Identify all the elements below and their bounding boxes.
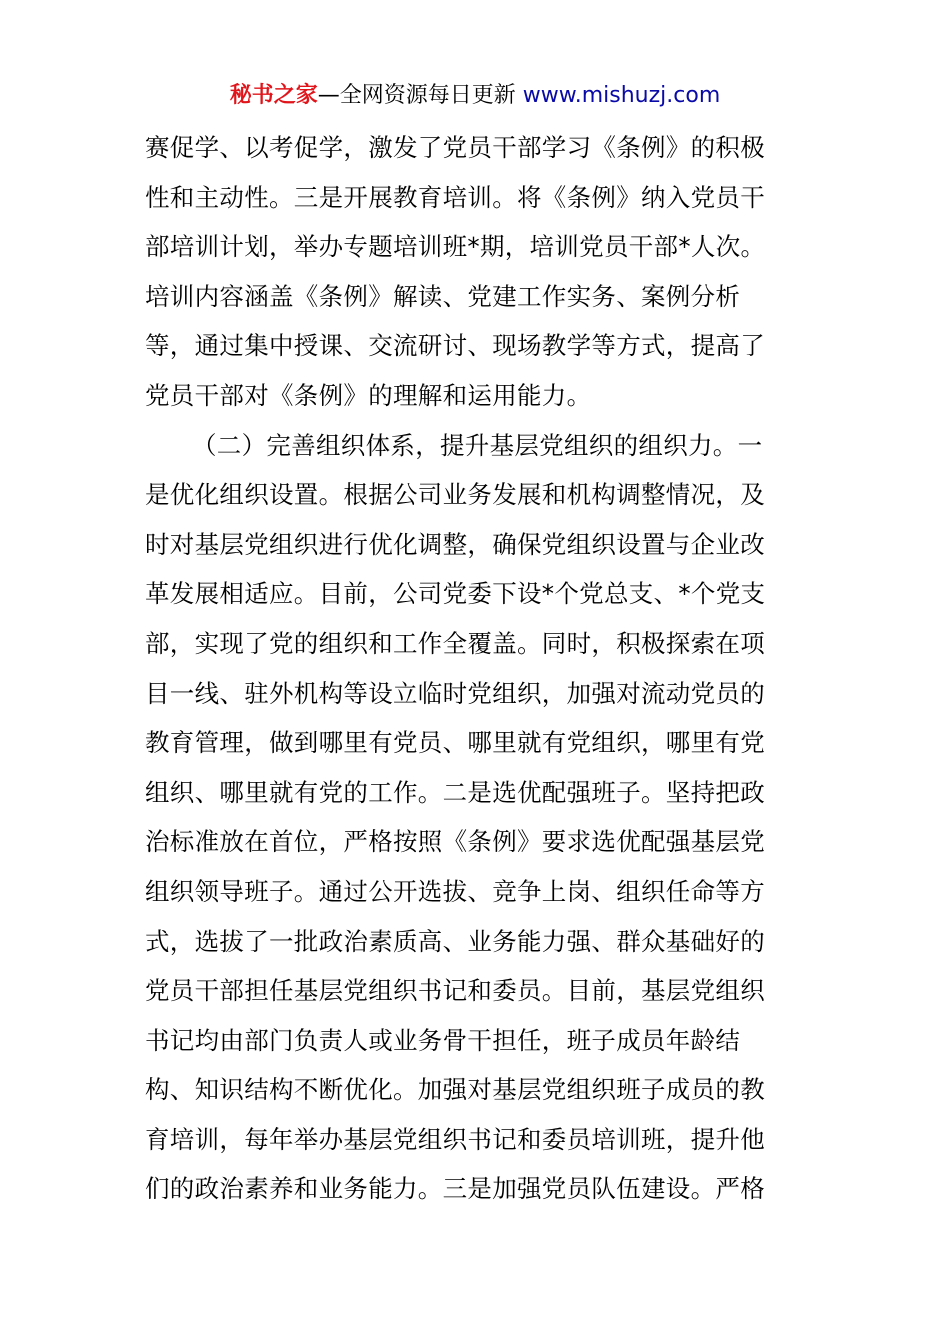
text-line: 性和主动性。三是开展教育培训。将《条例》纳入党员干 [145, 182, 765, 212]
text-line: 革发展相适应。目前，公司党委下设*个党总支、*个党支 [145, 579, 766, 609]
site-url-link[interactable]: www.mishuzj.com [522, 83, 721, 108]
text-line: 部，实现了党的组织和工作全覆盖。同时，积极探索在项 [145, 628, 765, 658]
text-line: 党员干部担任基层党组织书记和委员。目前，基层党组织 [145, 976, 765, 1006]
text-line: 治标准放在首位，严格按照《条例》要求选优配强基层党 [145, 827, 765, 857]
text-line: 书记均由部门负责人或业务骨干担任，班子成员年龄结 [145, 1025, 741, 1055]
site-slogan: —全网资源每日更新 [317, 83, 516, 108]
text-line: 培训内容涵盖《条例》解读、党建工作实务、案例分析 [145, 281, 741, 311]
text-line: 育培训，每年举办基层党组织书记和委员培训班，提升他 [145, 1124, 765, 1154]
site-header [0, 80, 950, 112]
text-line: 目一线、驻外机构等设立临时党组织，加强对流动党员的 [145, 678, 765, 708]
section-heading-line: （二）完善组织体系，提升基层党组织的组织力。一 [192, 430, 763, 460]
text-line: 教育管理，做到哪里有党员、哪里就有党组织，哪里有党 [145, 728, 765, 758]
text-line: 组织、哪里就有党的工作。二是选优配强班子。坚持把政 [145, 777, 765, 807]
text-line: 党员干部对《条例》的理解和运用能力。 [145, 380, 592, 410]
text-line: 们的政治素养和业务能力。三是加强党员队伍建设。严格 [145, 1174, 765, 1204]
text-line: 组织领导班子。通过公开选拔、竞争上岗、组织任命等方 [145, 876, 765, 906]
text-line: 构、知识结构不断优化。加强对基层党组织班子成员的教 [145, 1075, 765, 1105]
text-line: 等，通过集中授课、交流研讨、现场教学等方式，提高了 [145, 331, 765, 361]
text-line: 时对基层党组织进行优化调整，确保党组织设置与企业改 [145, 529, 765, 559]
text-line: 部培训计划，举办专题培训班*期，培训党员干部*人次。 [145, 232, 766, 262]
document-body [145, 123, 807, 1214]
text-line: 赛促学、以考促学，激发了党员干部学习《条例》的积极 [145, 133, 765, 162]
text-line: 式，选拔了一批政治素质高、业务能力强、群众基础好的 [145, 926, 765, 956]
text-line: 是优化组织设置。根据公司业务发展和机构调整情况，及 [145, 480, 765, 510]
site-brand: 秘书之家 [229, 83, 318, 108]
